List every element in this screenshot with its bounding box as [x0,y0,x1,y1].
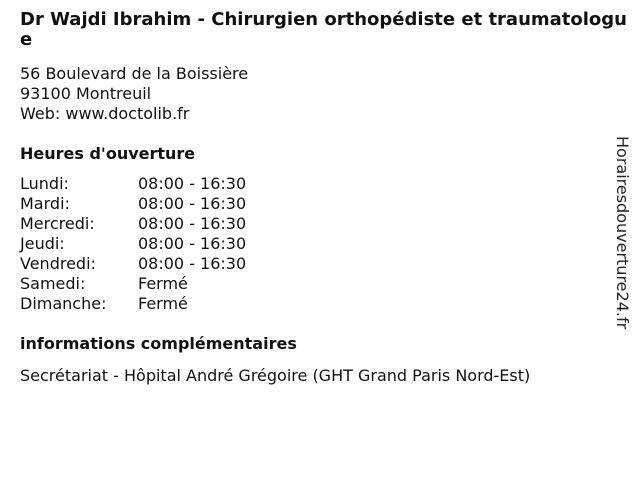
site-watermark: Horairesdouverture24.fr [613,136,632,330]
address-block [20,64,248,124]
hours-time: Fermé [138,274,188,293]
hours-day: Mercredi: [20,214,95,233]
hours-row-saturday [20,274,246,294]
hours-row-thursday [20,234,246,254]
hours-time: 08:00 - 16:30 [138,194,247,213]
opening-hours-heading: Heures d'ouverture [20,144,196,163]
page-title: Dr Wajdi Ibrahim - Chirurgien orthopédiste et traumatologue [20,9,627,50]
address-city: 93100 Montreuil [20,84,152,103]
hours-time: 08:00 - 16:30 [138,174,247,193]
hours-time: 08:00 - 16:30 [138,214,247,233]
address-web: Web: www.doctolib.fr [20,104,190,123]
additional-info-text: Secrétariat - Hôpital André Grégoire (GHT Grand Paris Nord-Est) [20,366,531,385]
hours-day: Jeudi: [20,234,65,253]
hours-time: 08:00 - 16:30 [138,234,247,253]
address-street: 56 Boulevard de la Boissière [20,64,249,83]
hours-row-tuesday [20,194,246,214]
hours-row-wednesday [20,214,246,234]
hours-time: 08:00 - 16:30 [138,254,247,273]
opening-hours-table [20,174,246,314]
additional-info-heading: informations complémentaires [20,334,297,353]
hours-time: Fermé [138,294,188,313]
hours-day: Lundi: [20,174,69,193]
hours-day: Vendredi: [20,254,96,273]
hours-day: Samedi: [20,274,86,293]
hours-day: Mardi: [20,194,70,213]
hours-row-sunday [20,294,246,314]
hours-day: Dimanche: [20,294,107,313]
hours-row-monday [20,174,246,194]
hours-row-friday [20,254,246,274]
